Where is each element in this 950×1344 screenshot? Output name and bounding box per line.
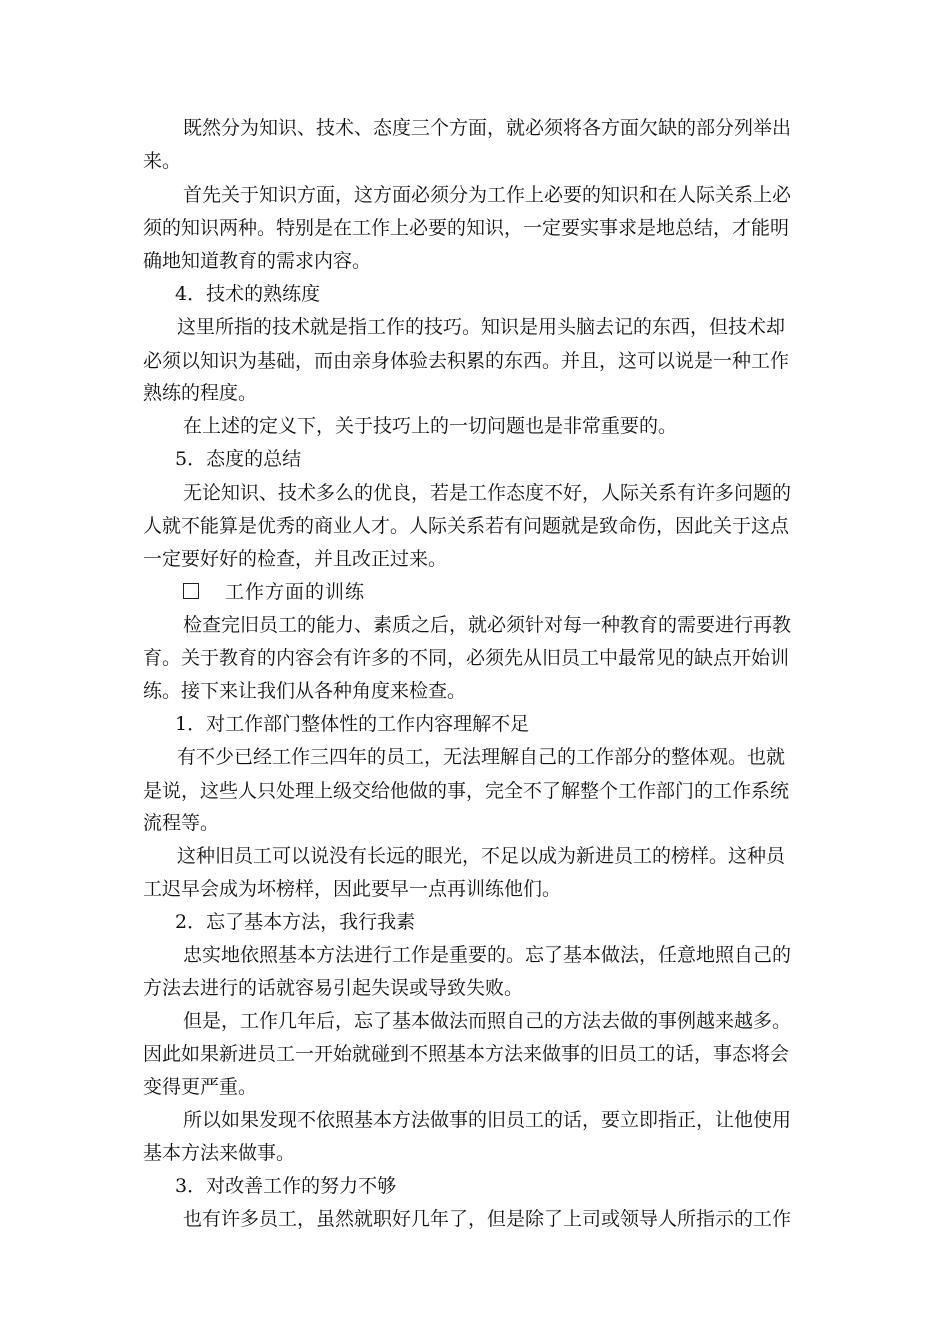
- paragraph-line: 因此如果新进员工一开始就碰到不照基本方法来做事的旧员工的话，事态将会: [143, 1043, 790, 1065]
- section-heading: 3．对改善工作的努力不够: [175, 1175, 397, 1197]
- paragraph-line: 在上述的定义下，关于技巧上的一切问题也是非常重要的。: [183, 415, 678, 437]
- paragraph-line: 所以如果发现不依照基本方法做事的旧员工的话，要立即指正，让他使用: [183, 1109, 792, 1131]
- paragraph-line: 一定要好好的检查，并且改正过来。: [143, 548, 448, 570]
- paragraph-line: 但是，工作几年后，忘了基本做法而照自己的方法去做的事例越来越多。: [183, 1010, 792, 1032]
- paragraph-line: 必须以知识为基础，而由亲身体验去积累的东西。并且，这可以说是一种工作: [143, 350, 790, 372]
- paragraph-line: 这里所指的技术就是指工作的技巧。知识是用头脑去记的东西，但技术却: [177, 316, 786, 338]
- section-heading: 2．忘了基本方法，我行我素: [175, 911, 416, 933]
- paragraph-line: 育。关于教育的内容会有许多的不同，必须先从旧员工中最常见的缺点开始训: [143, 647, 790, 669]
- section-title: [183, 581, 365, 603]
- paragraph-line: 检查完旧员工的能力、素质之后，就必须针对每一种教育的需要进行再教: [183, 614, 792, 636]
- paragraph-line: 练。接下来让我们从各种角度来检查。: [143, 680, 467, 702]
- paragraph-line: 熟练的程度。: [143, 382, 258, 404]
- section-title-text: 工作方面的训练: [225, 581, 366, 603]
- paragraph-line: 工迟早会成为坏榜样，因此要早一点再训练他们。: [143, 878, 562, 900]
- paragraph-line: 有不少已经工作三四年的员工，无法理解自己的工作部分的整体观。也就: [177, 746, 786, 768]
- paragraph-line: 无论知识、技术多么的优良，若是工作态度不好，人际关系有许多问题的: [183, 482, 792, 504]
- section-heading: 5．态度的总结: [175, 448, 302, 470]
- paragraph-line: 既然分为知识、技术、态度三个方面，就必须将各方面欠缺的部分列举出: [183, 117, 792, 139]
- paragraph-line: 方法去进行的话就容易引起失误或导致失败。: [143, 977, 524, 999]
- paragraph-line: 变得更严重。: [143, 1076, 258, 1098]
- section-heading: 4．技术的熟练度: [175, 283, 321, 305]
- paragraph-line: 基本方法来做事。: [143, 1142, 296, 1164]
- paragraph-line: 忠实地依照基本方法进行工作是重要的。忘了基本做法，任意地照自己的: [183, 944, 792, 966]
- paragraph-line: 确地知道教育的需求内容。: [143, 250, 372, 272]
- section-heading: 1．对工作部门整体性的工作内容理解不足: [175, 713, 530, 735]
- paragraph-line: 这种旧员工可以说没有长远的眼光，不足以成为新进员工的榜样。这种员: [177, 845, 786, 867]
- paragraph-line: 首先关于知识方面，这方面必须分为工作上必要的知识和在人际关系上必: [183, 184, 792, 206]
- paragraph-line: 是说，这些人只处理上级交给他做的事，完全不了解整个工作部门的工作系统: [143, 780, 790, 802]
- paragraph-line: 流程等。: [143, 812, 220, 834]
- paragraph-line: 须的知识两种。特别是在工作上必要的知识，一定要实事求是地总结，才能明: [143, 217, 790, 239]
- checkbox-square-icon: [183, 583, 199, 599]
- paragraph-line: 也有许多员工，虽然就职好几年了，但是除了上司或领导人所指示的工作: [183, 1208, 792, 1230]
- paragraph-line: 来。: [143, 150, 182, 172]
- paragraph-line: 人就不能算是优秀的商业人才。人际关系若有问题就是致命伤，因此关于这点: [143, 515, 790, 537]
